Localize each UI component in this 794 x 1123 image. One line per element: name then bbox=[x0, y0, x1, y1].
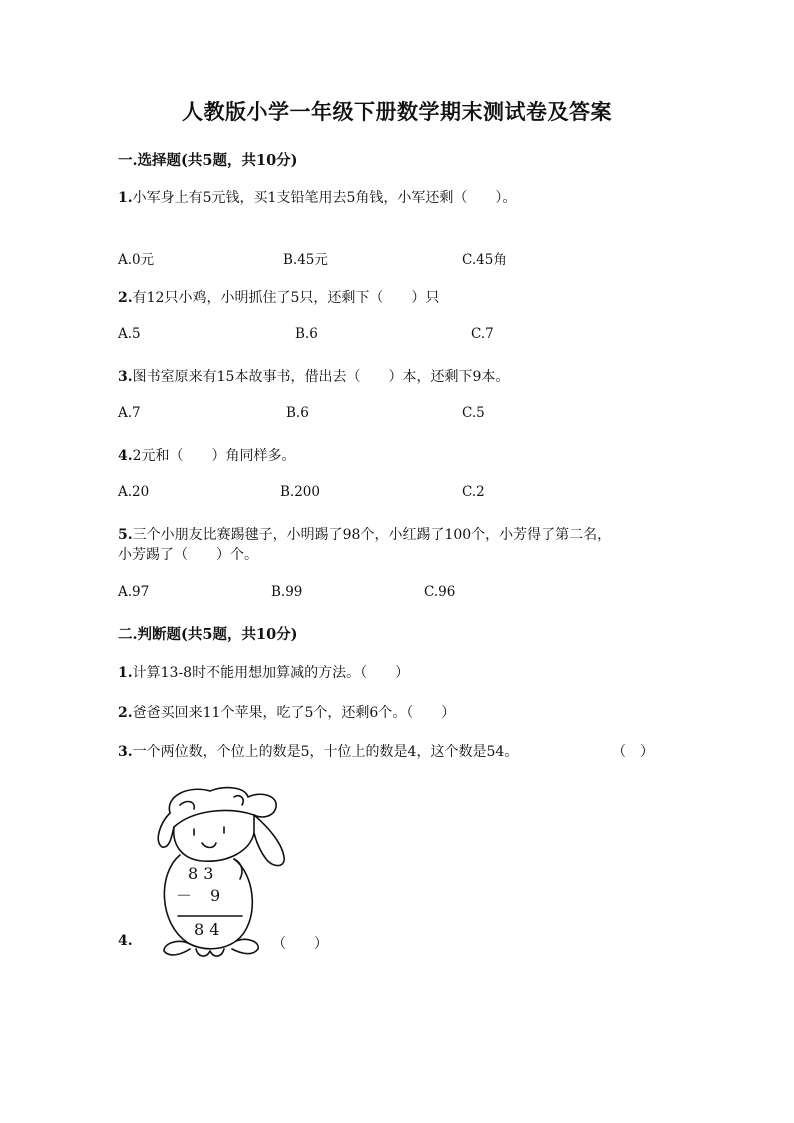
judgement-4-number bbox=[118, 933, 133, 949]
question-2 bbox=[118, 287, 439, 307]
q4-option-c: C.2 bbox=[462, 484, 485, 500]
q2-option-b: B.6 bbox=[295, 326, 318, 342]
page-title: 人教版小学一年级下册数学期末测试卷及答案 bbox=[182, 99, 612, 124]
q4-option-b: B.200 bbox=[280, 484, 320, 500]
question-text: 计算13-8时不能用想加算减的方法。（ ） bbox=[132, 665, 410, 681]
figure-top-digits: 8 3 bbox=[188, 864, 214, 883]
question-number: 4. bbox=[118, 448, 133, 464]
question-text: 小军身上有5元钱，买1支铅笔用去5角钱，小军还剩（ ）。 bbox=[132, 190, 517, 206]
question-5-line-2: 小芳踢了（ ）个。 bbox=[118, 547, 258, 563]
question-1 bbox=[118, 187, 516, 207]
q3-option-b: B.6 bbox=[286, 405, 309, 421]
question-text: 一个两位数，个位上的数是5，十位上的数是4，这个数是54。 bbox=[132, 744, 519, 760]
cartoon-character-drawing bbox=[158, 788, 284, 956]
question-text: 爸爸买回来11个苹果，吃了5个，还剩6个。（ ） bbox=[132, 705, 456, 721]
q5-option-a: A.97 bbox=[118, 584, 150, 600]
q5-option-b: B.99 bbox=[271, 584, 303, 600]
question-number: 4. bbox=[118, 933, 133, 949]
question-text: 三个小朋友比赛踢毽子，小明踢了98个，小红踢了100个，小芳得了第二名， bbox=[132, 527, 612, 543]
question-3 bbox=[118, 366, 509, 386]
answer-paren: （ ） bbox=[272, 936, 328, 952]
question-text: 图书室原来有15本故事书，借出去（ ）本，还剩下9本。 bbox=[132, 369, 510, 385]
question-text: 有12只小鸡，小明抓住了5只，还剩下（ ）只 bbox=[132, 290, 440, 306]
question-text: 2元和（ ）角同样多。 bbox=[132, 448, 296, 464]
q1-option-b: B.45元 bbox=[283, 252, 328, 268]
q3-option-a: A.7 bbox=[118, 405, 141, 421]
question-number: 2. bbox=[118, 290, 133, 306]
figure-result-digits: 8 4 bbox=[194, 920, 220, 939]
section-heading-judgement: 二.判断题(共5题，共10分) bbox=[118, 626, 298, 643]
section-heading-choice: 一.选择题(共5题，共10分) bbox=[118, 152, 298, 169]
question-number: 1. bbox=[118, 665, 133, 681]
judgement-2 bbox=[118, 702, 455, 722]
question-number: 2. bbox=[118, 705, 133, 721]
question-number: 5. bbox=[118, 527, 133, 543]
question-number: 1. bbox=[118, 190, 133, 206]
question-4 bbox=[118, 445, 296, 465]
figure-subtrahend: 9 bbox=[210, 886, 221, 905]
q5-option-c: C.96 bbox=[424, 584, 456, 600]
question-5 bbox=[118, 524, 611, 544]
judgement-3 bbox=[118, 741, 518, 761]
answer-paren: （ ） bbox=[612, 744, 654, 760]
q2-option-a: A.5 bbox=[118, 326, 141, 342]
figure-minus-sign: － bbox=[176, 886, 193, 905]
judgement-1 bbox=[118, 662, 409, 682]
q4-option-a: A.20 bbox=[118, 484, 150, 500]
q2-option-c: C.7 bbox=[471, 326, 494, 342]
q3-option-c: C.5 bbox=[462, 405, 485, 421]
q1-option-a: A.0元 bbox=[118, 252, 155, 268]
q1-option-c: C.45角 bbox=[462, 252, 507, 268]
question-number: 3. bbox=[118, 744, 133, 760]
question-number: 3. bbox=[118, 369, 133, 385]
